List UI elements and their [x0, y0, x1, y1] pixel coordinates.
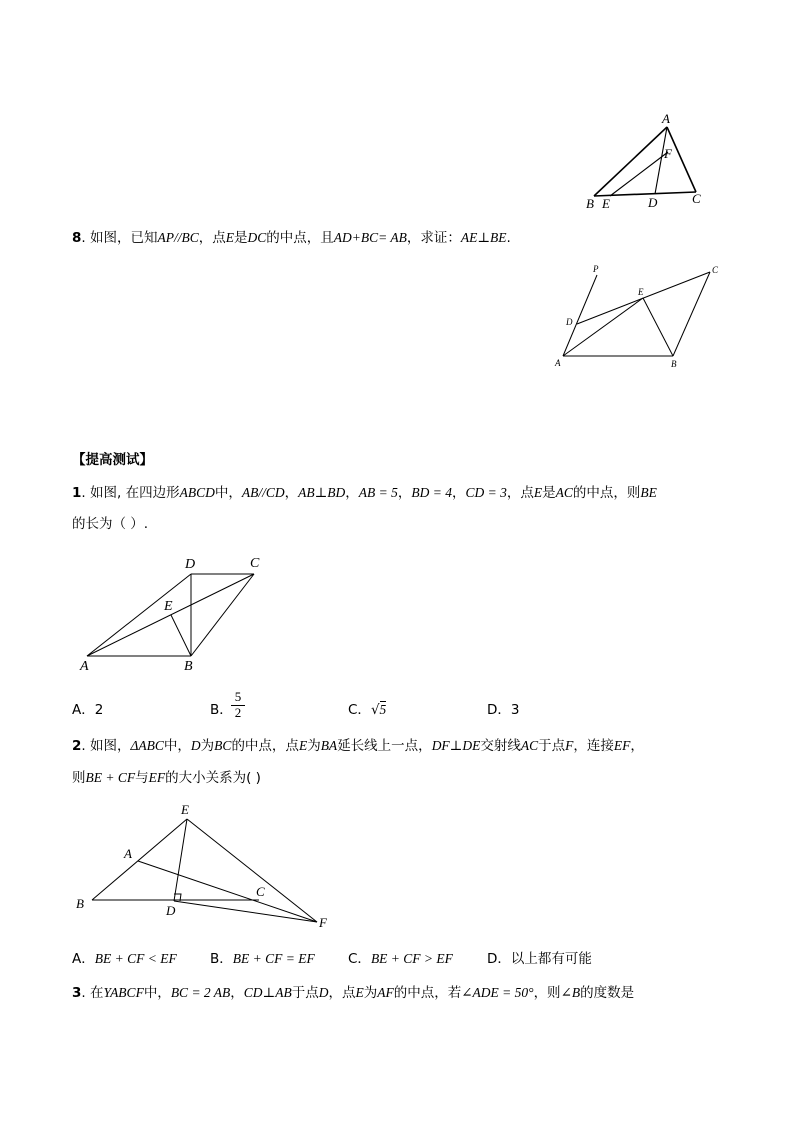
p2-triangle: ΔABC	[130, 738, 164, 753]
p2-expression: BE + CF	[85, 770, 136, 785]
label-b: B	[76, 896, 84, 911]
p3-text: 的度数是	[580, 985, 635, 1001]
option-letter: A．	[72, 951, 95, 967]
label-b: B	[671, 359, 677, 369]
segment-bc	[191, 574, 254, 656]
label-e: E	[164, 599, 173, 614]
option-letter: D．	[487, 702, 511, 718]
q8-text: 是	[234, 230, 248, 246]
problem-1-line-2: 的长为（ ）.	[72, 516, 149, 532]
q8-text: .	[506, 230, 511, 246]
label-c: C	[712, 265, 719, 275]
problem-number: 1	[72, 485, 82, 501]
p3-text: 为	[363, 985, 378, 1001]
label-a: A	[662, 111, 670, 126]
label-e: E	[602, 196, 610, 211]
p2-segment: BA	[320, 738, 338, 753]
question-number: 8	[72, 230, 82, 246]
problem-number: 3	[72, 985, 82, 1001]
p1-segment-ac: AC	[555, 485, 573, 500]
p2-segment: EF	[148, 770, 166, 785]
segment-ed	[174, 819, 187, 901]
p2-option-c[interactable]	[348, 949, 453, 969]
p1-segment-be: BE	[640, 485, 657, 500]
p2-segment: BC	[214, 738, 232, 753]
p2-point: F	[565, 738, 574, 753]
p2-option-b[interactable]	[210, 949, 315, 969]
p3-text: 的中点，若	[393, 985, 462, 1001]
problem-2-line-2	[72, 768, 261, 788]
p1-option-c[interactable]	[348, 700, 386, 720]
p2-condition: DF⊥DE	[431, 738, 481, 753]
label-c: C	[250, 556, 260, 571]
label-d: D	[166, 903, 176, 918]
p1-text: ，	[451, 485, 466, 501]
radical-sign: √	[370, 702, 380, 718]
p1-option-b-fraction	[231, 690, 245, 720]
fraction-numerator: 5	[234, 689, 242, 704]
problem-1-line-1	[72, 483, 657, 503]
p1-condition: AB⊥BD	[298, 485, 346, 500]
p3-segment: AF	[377, 985, 394, 1000]
q8-condition-sum: AD+BC= AB	[333, 230, 407, 245]
p3-text: ，	[230, 985, 244, 1001]
ray-af	[138, 861, 317, 922]
p3-point: E	[355, 985, 364, 1000]
p2-segment: EF	[613, 738, 631, 753]
p1-text: 的中点，则	[572, 485, 641, 501]
p3-text: ，则	[533, 985, 561, 1001]
option-letter: B．	[210, 951, 233, 967]
option-value: BE + CF < EF	[94, 951, 177, 966]
p2-text: ，连接	[573, 738, 614, 754]
problem-3-line-1	[72, 983, 634, 1003]
option-letter: A．	[72, 702, 95, 718]
p2-text: 中，	[163, 738, 191, 754]
q8-text: ，点	[198, 230, 226, 246]
p1-text: . 如图, 在四边形	[81, 485, 180, 501]
label-d: D	[648, 195, 658, 210]
label-a: A	[80, 659, 89, 674]
p2-text: 为	[200, 738, 215, 754]
option-letter: C．	[348, 702, 371, 718]
p1-text: ，	[345, 485, 359, 501]
p1-option-a[interactable]	[72, 700, 103, 720]
segment-ef	[187, 819, 317, 922]
label-b: B	[184, 659, 193, 674]
p1-text: ，点	[506, 485, 534, 501]
label-f: F	[664, 146, 672, 161]
p1-option-b[interactable]	[210, 700, 233, 720]
p1-condition: CD = 3	[465, 485, 507, 500]
p2-segment: AC	[520, 738, 539, 753]
label-p: P	[593, 264, 599, 274]
p2-text: ，	[630, 738, 644, 754]
p2-text: 的大小关系为( )	[165, 770, 261, 786]
label-e: E	[638, 287, 644, 297]
q8-point-e: E	[225, 230, 234, 245]
fraction-denominator: 2	[231, 705, 245, 720]
p3-condition: CD⊥AB	[243, 985, 292, 1000]
segment-ad	[87, 574, 191, 656]
label-e: E	[181, 802, 189, 817]
p3-text: 中，	[143, 985, 171, 1001]
q8-text: 的中点，且	[266, 230, 334, 246]
p2-option-d[interactable]	[487, 949, 592, 969]
p3-angle: ∠B	[560, 985, 581, 1000]
p1-option-d[interactable]	[487, 700, 520, 720]
p2-text: 延长线上一点，	[337, 738, 432, 754]
p2-text: 为	[307, 738, 321, 754]
p1-condition: BD = 4	[411, 485, 452, 500]
option-letter: B．	[210, 702, 233, 718]
problem-number: 2	[72, 738, 82, 754]
p1-text: 是	[542, 485, 556, 501]
segment-eb	[643, 298, 673, 356]
option-value: 3	[510, 702, 520, 718]
figure-q8	[548, 262, 728, 372]
problem-2-line-1	[72, 736, 644, 756]
segment-df	[174, 901, 317, 922]
question-8	[72, 228, 511, 248]
p1-condition: AB = 5	[358, 485, 398, 500]
label-b: B	[586, 196, 594, 211]
p3-parallelogram: YABCF	[103, 985, 144, 1000]
p1-text: ，	[397, 485, 412, 501]
q8-goal: AE⊥BE	[460, 230, 507, 245]
option-letter: D．	[487, 951, 511, 967]
p2-text: . 如图，	[81, 738, 131, 754]
option-value: BE + CF > EF	[370, 951, 453, 966]
p1-text: 中，	[214, 485, 242, 501]
label-d: D	[566, 317, 573, 327]
option-value: BE + CF = EF	[232, 951, 315, 966]
q8-text: ，求证：	[406, 230, 461, 246]
label-c: C	[256, 884, 265, 899]
option-value: 5	[379, 702, 387, 717]
p2-text: 则	[72, 770, 86, 786]
p1-condition: AB//CD	[241, 485, 285, 500]
segment-ef	[610, 152, 668, 196]
p3-angle-condition: ∠ADE = 50°	[461, 985, 534, 1000]
p2-option-a[interactable]	[72, 949, 177, 969]
label-c: C	[692, 191, 701, 206]
label-a: A	[555, 358, 561, 368]
p3-condition: BC = 2 AB	[170, 985, 231, 1000]
p2-point: D	[190, 738, 201, 753]
p1-point-e: E	[533, 485, 543, 500]
label-f: F	[319, 915, 327, 930]
option-value: 2	[94, 702, 104, 718]
p2-text: 于点	[538, 738, 566, 754]
label-a: A	[124, 846, 132, 861]
option-letter: C．	[348, 951, 371, 967]
p2-text: 交射线	[480, 738, 521, 754]
p3-text: . 在	[81, 985, 104, 1001]
option-value: 以上都有可能	[510, 951, 592, 967]
figure-p2	[70, 800, 340, 935]
segment-ac	[87, 574, 254, 656]
segment-be	[171, 615, 191, 656]
q8-segment-dc: DC	[247, 230, 267, 245]
figure-p1	[76, 552, 276, 674]
p2-text: 的中点，点	[231, 738, 299, 754]
p1-quad: ABCD	[179, 485, 215, 500]
q8-condition-parallel: AP//BC	[157, 230, 199, 245]
p3-text: 于点	[291, 985, 319, 1001]
p1-text: ，	[284, 485, 299, 501]
q8-text: . 如图，已知	[81, 230, 158, 246]
segment-be	[92, 819, 187, 900]
p3-point: D	[318, 985, 329, 1000]
p3-text: ，点	[328, 985, 356, 1001]
label-d: D	[185, 557, 196, 572]
p2-text: 与	[135, 770, 149, 786]
figure-top-triangle	[580, 110, 730, 215]
p2-point: E	[298, 738, 308, 753]
section-title: 【提高测试】	[72, 452, 153, 468]
